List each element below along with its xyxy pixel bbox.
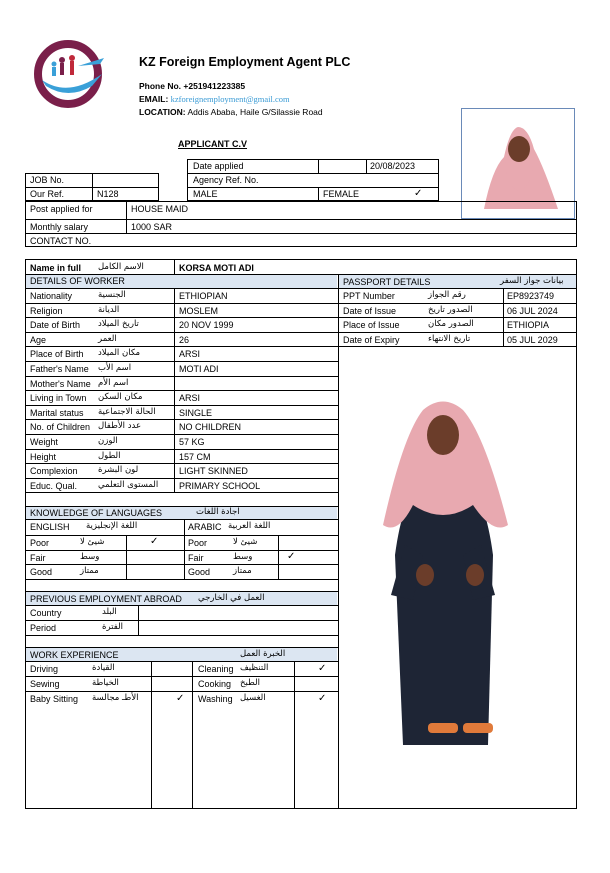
detail-label: Marital status [30, 407, 84, 418]
previous-header: PREVIOUS EMPLOYMENT ABROAD [30, 594, 182, 604]
arabic-label: ARABIC [188, 522, 222, 532]
arabic-level-label: Poor [188, 538, 208, 548]
passport-value: 06 JUL 2024 [507, 305, 558, 316]
detail-value: ARSI [179, 349, 201, 360]
row-divider [25, 346, 338, 347]
experience-left-label-ar: الأطـ مجالسة [92, 693, 139, 703]
row-divider [338, 346, 577, 347]
date-applied-label: Date applied [193, 161, 244, 171]
arabic-level-label-ar: وسط [233, 551, 253, 562]
english-level-label: Poor [30, 538, 50, 548]
row-divider [25, 434, 338, 435]
detail-value: ARSI [179, 393, 201, 404]
female-checkmark: ✓ [414, 188, 423, 199]
post-table [25, 201, 577, 247]
experience-right-checkmark: ✓ [318, 693, 327, 704]
experience-left-checkmark: ✓ [176, 693, 185, 704]
female-label: FEMALE [323, 189, 360, 199]
name-label-ar: الاسم الكامل [98, 262, 144, 272]
english-label-ar: اللغة الإنجليزية [86, 521, 138, 531]
detail-value: 20 NOV 1999 [179, 320, 234, 331]
our-ref-value: N128 [97, 189, 119, 199]
english-level-checkmark: ✓ [150, 536, 159, 547]
detail-value: 157 CM [179, 451, 211, 462]
detail-label: Date of Birth [30, 320, 81, 331]
detail-label-ar: العمر [98, 333, 117, 344]
country-label: Country [30, 608, 62, 618]
detail-label-ar: اسم الأب [98, 363, 132, 373]
detail-label: Place of Birth [30, 349, 84, 360]
passport-label: Date of Issue [343, 305, 397, 316]
name-value: KORSA MOTI ADI [179, 263, 254, 273]
passport-header: PASSPORT DETAILS [343, 277, 431, 287]
detail-label-ar: مكان الميلاد [98, 348, 141, 359]
name-label: Name in full [30, 263, 82, 273]
arabic-label-ar: اللغة العربية [228, 521, 271, 531]
row-divider [25, 361, 338, 362]
detail-value: PRIMARY SCHOOL [179, 480, 261, 491]
salary-value: 1000 SAR [131, 222, 173, 232]
detail-label-ar: الحالة الاجتماعية [98, 406, 156, 417]
experience-right-label-ar: التنظيف [240, 663, 269, 673]
detail-label: No. of Children [30, 422, 91, 433]
experience-right-label-ar: الطبخ [240, 678, 260, 688]
passport-value: EP8923749 [507, 291, 555, 301]
experience-left-label-ar: القيادة [92, 663, 115, 673]
email-link[interactable]: kzforeignemployment@gmail.com [170, 94, 290, 104]
detail-value: MOSLEM [179, 305, 219, 316]
period-label-ar: الفترة [102, 622, 123, 632]
salary-label: Monthly salary [30, 222, 89, 232]
location-text: Addis Ababa, Haile G/Silassie Road [187, 107, 323, 117]
our-ref-label: Our Ref. [30, 189, 65, 199]
contact-label: CONTACT NO. [30, 236, 92, 246]
detail-label-ar: الجنسية [98, 290, 126, 300]
row-divider [338, 317, 577, 318]
experience-left-label-ar: الخياطة [92, 678, 119, 688]
row-divider [25, 419, 338, 420]
detail-label: Living in Town [30, 393, 87, 404]
languages-header-ar: اجادة اللغات [196, 507, 240, 517]
english-level-label: Fair [30, 552, 46, 563]
detail-value: NO CHILDREN [179, 422, 242, 433]
detail-label: Nationality [30, 291, 73, 301]
row-divider [25, 579, 338, 580]
post-value: HOUSE MAID [131, 204, 189, 214]
row-divider [25, 564, 338, 565]
detail-label: Religion [30, 305, 63, 316]
passport-label: Date of Expiry [343, 334, 400, 345]
passport-label-ar: تاريخ الانتهاء [428, 333, 471, 344]
detail-label: Weight [30, 437, 58, 447]
detail-value: 57 KG [179, 437, 205, 447]
passport-value: ETHIOPIA [507, 320, 550, 330]
arabic-level-checkmark: ✓ [287, 550, 296, 562]
male-label: MALE [193, 189, 218, 199]
email-label: EMAIL: [139, 94, 169, 104]
row-divider [25, 317, 338, 318]
english-level-label-ar: شيئ لا [80, 537, 105, 547]
previous-header-ar: العمل في الخارجي [198, 593, 265, 603]
arabic-level-label-ar: ممتاز [233, 566, 252, 577]
experience-header: WORK EXPERIENCE [30, 650, 119, 660]
experience-left-label: Baby Sitting [30, 694, 79, 704]
company-name: KZ Foreign Employment Agent PLC [139, 55, 351, 69]
detail-label-ar: الديانة [98, 304, 120, 315]
detail-label-ar: الوزن [98, 436, 118, 446]
company-logo [32, 36, 108, 112]
experience-right-checkmark: ✓ [318, 663, 327, 674]
detail-label-ar: مكان السكن [98, 392, 143, 403]
passport-label-ar: الصدور تاريخ [428, 304, 473, 315]
arabic-level-label: Good [188, 567, 211, 578]
passport-label: Place of Issue [343, 320, 400, 330]
experience-right-label: Washing [198, 694, 233, 704]
date-applied-value: 20/08/2023 [370, 161, 416, 171]
period-label: Period [30, 623, 57, 633]
detail-label: Age [30, 334, 47, 345]
arabic-level-label-ar: شيئ لا [233, 537, 258, 547]
row-divider [25, 390, 338, 391]
phone-number: +251941223385 [183, 81, 246, 91]
english-level-label-ar: ممتاز [80, 566, 99, 577]
row-divider [25, 303, 338, 304]
row-divider [25, 492, 338, 493]
detail-label: Educ. Qual. [30, 480, 78, 491]
location-label: LOCATION: [139, 107, 186, 117]
passport-value: 05 JUL 2029 [507, 334, 558, 345]
full-body-photo [343, 385, 543, 750]
post-label: Post applied for [30, 204, 93, 214]
detail-label-ar: اسم الأم [98, 377, 129, 388]
row-divider [25, 463, 338, 464]
agency-ref-label: Agency Ref. No. [193, 175, 259, 185]
experience-header-ar: الخبرة العمل [240, 649, 286, 659]
phone-label: Phone No. [139, 81, 182, 91]
detail-value: 26 [179, 334, 190, 345]
english-level-label: Good [30, 567, 53, 578]
experience-right-label: Cooking [198, 679, 232, 689]
detail-label: Mother's Name [30, 378, 91, 389]
location-line [139, 107, 323, 118]
email-line [139, 94, 290, 105]
row-divider [25, 449, 338, 450]
detail-label-ar: الطول [98, 450, 121, 461]
passport-label-ar: رقم الجواز [428, 290, 466, 300]
detail-label-ar: المستوى التعلمي [98, 479, 159, 490]
country-label-ar: البلد [102, 607, 117, 617]
arabic-level-label: Fair [188, 552, 204, 563]
english-label: ENGLISH [30, 522, 70, 532]
experience-left-label: Driving [30, 664, 59, 674]
passport-label: PPT Number [343, 291, 395, 301]
row-divider [25, 405, 338, 406]
detail-label-ar: عدد الأطفال [98, 421, 142, 432]
row-divider [25, 478, 338, 479]
passport-header-ar: بيانات جواز السفر [500, 276, 564, 286]
detail-label-ar: لون البشرة [98, 465, 139, 476]
phone-line [139, 81, 245, 92]
detail-value: SINGLE [179, 407, 213, 418]
passport-label-ar: الصدور مكان [428, 319, 474, 329]
detail-value: ETHIOPIAN [179, 291, 228, 301]
row-divider [25, 332, 338, 333]
details-header: DETAILS OF WORKER [30, 276, 125, 286]
english-level-label-ar: وسط [80, 551, 100, 562]
row-divider [25, 376, 338, 377]
detail-value: LIGHT SKINNED [179, 466, 248, 477]
job-no-label: JOB No. [30, 175, 65, 185]
detail-label-ar: تاريخ الميلاد [98, 319, 139, 330]
detail-label: Height [30, 451, 57, 462]
detail-label: Complexion [30, 466, 78, 477]
experience-right-label: Cleaning [198, 664, 234, 674]
experience-left-label: Sewing [30, 679, 60, 689]
detail-label: Father's Name [30, 364, 89, 374]
experience-right-label-ar: الغسيل [240, 693, 266, 703]
languages-header: KNOWLEDGE OF LANGUAGES [30, 508, 163, 518]
cv-title: APPLICANT C.V [178, 139, 248, 149]
detail-value: MOTI ADI [179, 364, 219, 374]
